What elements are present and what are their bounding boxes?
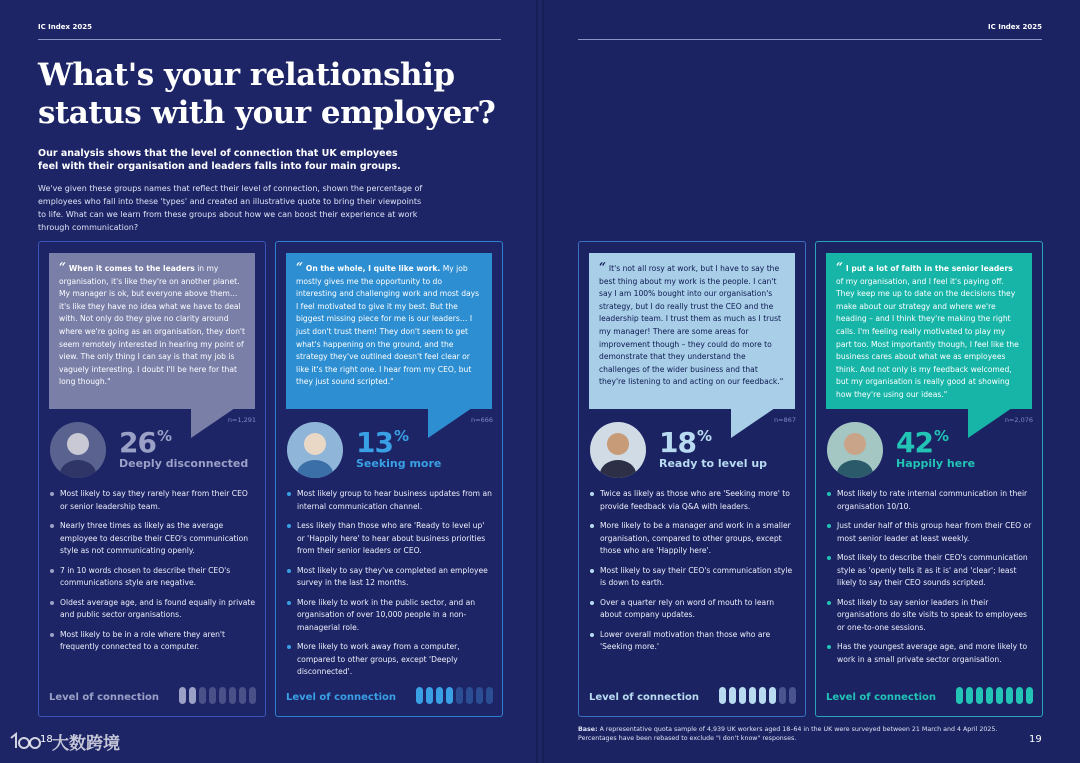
quote-box xyxy=(589,253,795,409)
fact-item: Nearly three times as likely as the average employee to describe their CEO's communication style as not communicating openly. xyxy=(49,520,257,558)
speech-tail-icon xyxy=(426,408,474,440)
quote-text: It's not all rosy at work, but I have to say the best thing about my work is the people. I can't say I am 100% bought into our organisation's strategy, but I do really trust the CEO and the leadership team. I trust them as much as I trust my manager! There are some areas for improvement though – they could do more to demonstrate that they understand the challenges of the wider business and that they're listening to and acting on our feedback." xyxy=(599,264,784,387)
group-name: Ready to level up xyxy=(659,457,768,470)
fact-item: Most likely to say senior leaders in their organisations do site visits to speak to employees or one-to-one sessions. xyxy=(826,597,1034,635)
fact-item: 7 in 10 words chosen to describe their CEO's communications style are negative. xyxy=(49,565,257,590)
group-card-seeking-more xyxy=(275,241,503,717)
speech-tail-icon xyxy=(729,408,777,440)
group-name: Seeking more xyxy=(356,457,442,470)
quote-lead: I put a lot of faith in the senior leaders xyxy=(845,264,1013,273)
quote-mark-icon: “ xyxy=(599,260,606,274)
running-head-right: IC Index 2025 xyxy=(988,23,1042,31)
connection-level-meter xyxy=(179,687,256,704)
connection-level-pill xyxy=(416,687,423,704)
connection-level-pill xyxy=(976,687,983,704)
connection-level-pill xyxy=(466,687,473,704)
fact-item: Most likely to say their CEO's communication style is down to earth. xyxy=(589,565,797,590)
sample-size: n=867 xyxy=(774,416,796,424)
level-of-connection-label: Level of connection xyxy=(49,692,160,703)
base-note xyxy=(578,725,1038,743)
connection-level-pill xyxy=(779,687,786,704)
connection-level-pill xyxy=(189,687,196,704)
group-percentage: 18% xyxy=(659,426,711,459)
quote-mark-icon: “ xyxy=(836,260,843,274)
group-facts-list xyxy=(286,488,494,686)
group-card-happily-here xyxy=(815,241,1043,717)
page-number-left: 18 xyxy=(40,734,53,745)
connection-level-pill xyxy=(769,687,776,704)
group-facts-list xyxy=(49,488,257,661)
fact-item: Over a quarter rely on word of mouth to learn about company updates. xyxy=(589,597,797,622)
connection-level-pill xyxy=(456,687,463,704)
connection-level-pill xyxy=(229,687,236,704)
lead-paragraph: Our analysis shows that the level of connection that UK employees feel with their organisation and leaders falls into four main groups. xyxy=(38,148,401,172)
group-percentage: 26% xyxy=(119,426,171,459)
fact-item: Twice as likely as those who are 'Seeking more' to provide feedback via Q&A with leaders. xyxy=(589,488,797,513)
title-line-2: status with your employer? xyxy=(38,95,496,131)
person-portrait-icon xyxy=(287,422,343,478)
quote-mark-icon: “ xyxy=(59,260,66,274)
connection-level-meter xyxy=(956,687,1033,704)
fact-item: Oldest average age, and is found equally in private and public sector organisations. xyxy=(49,597,257,622)
level-of-connection-label: Level of connection xyxy=(589,692,700,703)
fact-item: Less likely than those who are 'Ready to level up' or 'Happily here' to hear about business priorities from their senior leaders or CEO. xyxy=(286,520,494,558)
avatar xyxy=(287,422,343,478)
running-head-left: IC Index 2025 xyxy=(38,23,92,31)
connection-level-pill xyxy=(986,687,993,704)
quote-mark-icon: “ xyxy=(296,260,303,274)
connection-level-pill xyxy=(759,687,766,704)
connection-level-pill xyxy=(426,687,433,704)
title-line-1: What's your relationship xyxy=(38,57,455,93)
connection-level-pill xyxy=(956,687,963,704)
connection-level-pill xyxy=(209,687,216,704)
fact-item: More likely to be a manager and work in a smaller organisation, compared to other groups, except those who are 'Happily here'. xyxy=(589,520,797,558)
base-text: A representative quota sample of 4,939 UK workers aged 18–64 in the UK were surveyed between 21 March and 4 April 2025. Percentages have been rebased to exclude "I don't know" responses. xyxy=(578,726,998,742)
group-name: Deeply disconnected xyxy=(119,457,249,470)
watermark-logo-icon xyxy=(8,732,48,752)
quote-text: My job mostly gives me the opportunity to do interesting and challenging work and most days I feel motivated to give it my best. But the biggest missing piece for me is our leaders… I just don't trust them! They don't seem to get what's happening on the ground, and the strategy they've outlined doesn't feel clear or like it's the right one. I hear from my CEO, but they just sound scripted." xyxy=(296,264,480,387)
person-portrait-icon xyxy=(827,422,883,478)
fact-item: More likely to work away from a computer, compared to other groups, except 'Deeply disconnected'. xyxy=(286,641,494,679)
person-portrait-icon xyxy=(590,422,646,478)
intro-paragraph: We've given these groups names that reflect their level of connection, shown the percentage of employees who fall into these 'types' and created an illustrative quote to bring their viewpoints to life. What can we learn from these groups about how we can boost their experience at work through communication? xyxy=(38,184,423,232)
connection-level-pill xyxy=(1026,687,1033,704)
page-number-right: 19 xyxy=(1029,734,1042,745)
connection-level-pill xyxy=(476,687,483,704)
connection-level-pill xyxy=(486,687,493,704)
quote-box xyxy=(286,253,492,409)
fact-item: Most likely to say they've completed an employee survey in the last 12 months. xyxy=(286,565,494,590)
fact-item: Has the youngest average age, and more likely to work in a small private sector organisation. xyxy=(826,641,1034,666)
connection-level-pill xyxy=(789,687,796,704)
group-card-ready-to-level-up xyxy=(578,241,806,717)
group-percentage: 13% xyxy=(356,426,408,459)
group-name: Happily here xyxy=(896,457,976,470)
group-facts-list xyxy=(826,488,1034,673)
fact-item: Most likely group to hear business updates from an internal communication channel. xyxy=(286,488,494,513)
fact-item: Just under half of this group hear from their CEO or most senior leader at least weekly. xyxy=(826,520,1034,545)
fact-item: Lower overall motivation than those who are 'Seeking more.' xyxy=(589,629,797,654)
connection-level-pill xyxy=(749,687,756,704)
base-label: Base: xyxy=(578,726,598,733)
connection-level-pill xyxy=(199,687,206,704)
fact-item: Most likely to say they rarely hear from their CEO or senior leadership team. xyxy=(49,488,257,513)
connection-level-pill xyxy=(446,687,453,704)
fact-item: Most likely to describe their CEO's communication style as 'openly tells it as it is' and 'clear'; least likely to say their CEO sounds scripted. xyxy=(826,552,1034,590)
page-title xyxy=(38,56,508,132)
quote-lead: When it comes to the leaders xyxy=(68,264,195,273)
connection-level-pill xyxy=(1006,687,1013,704)
speech-tail-icon xyxy=(189,408,237,440)
quote-text: of my organisation, and I feel it's paying off. They keep me up to date on the decisions they make about our strategy and where we're heading – and I think they're making the right calls. I'm feeling really motivated to play my part too. Most importantly though, I feel like the business cares about what we as employees think. And not only is my feedback welcomed, but my organisation is really good at showing how they're using our ideas." xyxy=(836,276,1019,399)
connection-level-pill xyxy=(436,687,443,704)
sample-size: n=666 xyxy=(471,416,493,424)
connection-level-pill xyxy=(1016,687,1023,704)
connection-level-pill xyxy=(239,687,246,704)
speech-tail-icon xyxy=(966,408,1014,440)
quote-text: in my organisation, it's like they're on another planet. My manager is ok, but everyone above them… it's like they have no idea what we have to deal with. Not only do they give no clarity around where we're going as an organisation, they don't seem remotely interested in hearing my point of view. The only thing I can say is that my job is vaguely interesting. I doubt I'll be here for that long though." xyxy=(59,264,246,387)
connection-level-meter xyxy=(416,687,493,704)
group-card-deeply-disconnected xyxy=(38,241,266,717)
level-of-connection-label: Level of connection xyxy=(286,692,397,703)
connection-level-pill xyxy=(966,687,973,704)
connection-level-pill xyxy=(219,687,226,704)
connection-level-pill xyxy=(729,687,736,704)
group-facts-list xyxy=(589,488,797,661)
connection-level-pill xyxy=(996,687,1003,704)
fact-item: Most likely to rate internal communication in their organisation 10/10. xyxy=(826,488,1034,513)
header-rule-right xyxy=(578,39,1042,40)
level-of-connection-label: Level of connection xyxy=(826,692,937,703)
connection-level-pill xyxy=(249,687,256,704)
avatar xyxy=(50,422,106,478)
sample-size: n=2,076 xyxy=(1004,416,1033,424)
page-gutter xyxy=(536,0,544,763)
quote-box xyxy=(826,253,1032,409)
connection-level-pill xyxy=(179,687,186,704)
connection-level-meter xyxy=(719,687,796,704)
sample-size: n=1,291 xyxy=(227,416,256,424)
group-percentage: 42% xyxy=(896,426,948,459)
connection-level-pill xyxy=(739,687,746,704)
avatar xyxy=(827,422,883,478)
quote-lead: On the whole, I quite like work. xyxy=(305,264,441,273)
header-rule-left xyxy=(38,39,501,40)
avatar xyxy=(590,422,646,478)
connection-level-pill xyxy=(719,687,726,704)
quote-box xyxy=(49,253,255,409)
watermark-text: 大数跨境 xyxy=(52,734,120,754)
fact-item: More likely to work in the public sector, and an organisation of over 10,000 people in a non-managerial role. xyxy=(286,597,494,635)
person-portrait-icon xyxy=(50,422,106,478)
fact-item: Most likely to be in a role where they aren't frequently connected to a computer. xyxy=(49,629,257,654)
